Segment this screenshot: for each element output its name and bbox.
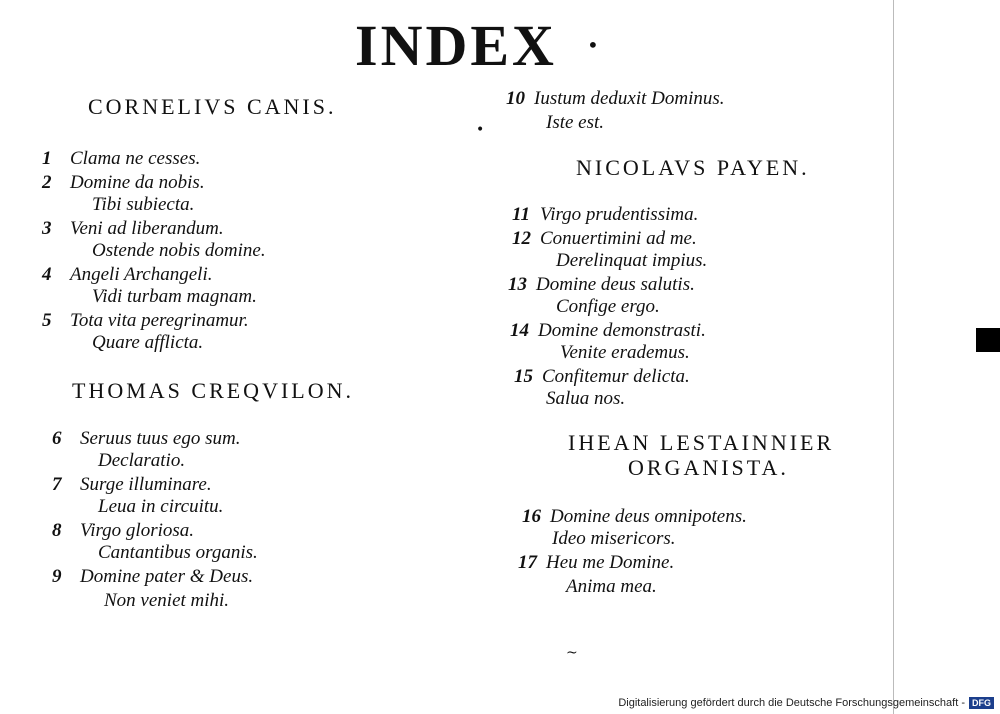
entry-subtitle: Vidi turbam magnam.	[92, 286, 257, 307]
footer-credit	[618, 697, 994, 709]
entry	[506, 88, 725, 110]
entry-subtitle: Derelinquat impius.	[556, 250, 708, 271]
entry	[42, 172, 205, 194]
composer-heading: IHEAN LESTAINNIER	[568, 430, 835, 455]
entry-number: 6	[52, 428, 62, 449]
entry-number: 4	[42, 264, 52, 285]
entry-subtitle: Salua nos.	[546, 388, 626, 409]
entry-subtitle: Quare afflicta.	[92, 332, 204, 353]
entry-subtitle: Non veniet mihi.	[104, 590, 230, 611]
entry-number: 16	[522, 506, 541, 527]
entry	[510, 320, 706, 342]
entry	[52, 474, 212, 496]
entry-number: 5	[42, 310, 52, 331]
entry-title: Iustum deduxit Dominus.	[534, 88, 725, 109]
entry-number: 13	[508, 274, 527, 295]
stray-mark: ~	[566, 645, 578, 661]
entry	[512, 228, 697, 250]
entry-subtitle: Iste est.	[546, 112, 605, 133]
entry-title: Domine deus salutis.	[536, 274, 695, 295]
page-edge-line	[893, 0, 894, 714]
entry-subtitle: Ideo misericors.	[552, 528, 676, 549]
entry	[42, 148, 200, 170]
entry-title: Domine pater & Deus.	[80, 566, 254, 587]
entry-subtitle: Ostende nobis domine.	[92, 240, 266, 261]
entry-title: Clama ne cesses.	[70, 148, 201, 169]
entry-number: 1	[42, 148, 52, 169]
entry	[42, 264, 212, 286]
entry-number: 14	[510, 320, 529, 341]
entry-title: Domine deus omnipotens.	[550, 506, 747, 527]
entry	[42, 310, 249, 332]
entry-number: 12	[512, 228, 531, 249]
composer-heading: THOMAS CREQVILON.	[72, 378, 354, 403]
entry-title: Virgo gloriosa.	[80, 520, 195, 541]
entry-number: 9	[52, 566, 62, 587]
entry-title: Heu me Domine.	[546, 552, 675, 573]
entry-subtitle: Confige ergo.	[556, 296, 660, 317]
margin-black-mark	[976, 328, 1000, 352]
entry-subtitle: Leua in circuitu.	[98, 496, 224, 517]
entry-number: 7	[52, 474, 62, 495]
title-ornament: •	[587, 33, 599, 57]
entry-title: Domine da nobis.	[70, 172, 205, 193]
footer-text: Digitalisierung gefördert durch die Deutsche Forschungsgemeinschaft -	[618, 697, 965, 709]
entry-title: Surge illuminare.	[80, 474, 212, 495]
composer-heading-line2: ORGANISTA.	[628, 455, 789, 480]
entry-subtitle: Tibi subiecta.	[92, 194, 195, 215]
entry-number: 2	[42, 172, 52, 193]
entry-subtitle: Anima mea.	[566, 576, 657, 597]
entry-number: 10	[506, 88, 525, 109]
entry	[514, 366, 690, 388]
entry-title: Seruus tuus ego sum.	[80, 428, 241, 449]
entry-title: Angeli Archangeli.	[70, 264, 213, 285]
entry-number: 15	[514, 366, 533, 387]
entry-title: Virgo prudentissima.	[540, 204, 699, 225]
stray-mark: •	[476, 122, 485, 138]
entry-number: 3	[42, 218, 52, 239]
entry-title: Veni ad liberandum.	[70, 218, 224, 239]
composer-heading: NICOLAVS PAYEN.	[576, 155, 810, 180]
page-title: INDEX	[355, 13, 557, 78]
composer-heading: CORNELIVS CANIS.	[88, 94, 337, 119]
entry	[512, 204, 698, 226]
entry-title: Confitemur delicta.	[542, 366, 690, 387]
entry-number: 8	[52, 520, 62, 541]
entry	[52, 520, 194, 542]
entry	[42, 218, 224, 240]
entry	[518, 552, 674, 574]
entry-subtitle: Declaratio.	[98, 450, 186, 471]
entry-number: 11	[512, 204, 530, 225]
entry-number: 17	[518, 552, 537, 573]
dfg-logo-icon: DFG	[969, 697, 994, 709]
entry	[522, 506, 747, 528]
entry	[52, 566, 253, 588]
entry-subtitle: Cantantibus organis.	[98, 542, 258, 563]
entry-title: Conuertimini ad me.	[540, 228, 697, 249]
entry	[508, 274, 695, 296]
entry-subtitle: Venite erademus.	[560, 342, 690, 363]
entry-title: Tota vita peregrinamur.	[70, 310, 249, 331]
entry-title: Domine demonstrasti.	[538, 320, 706, 341]
entry	[52, 428, 240, 450]
